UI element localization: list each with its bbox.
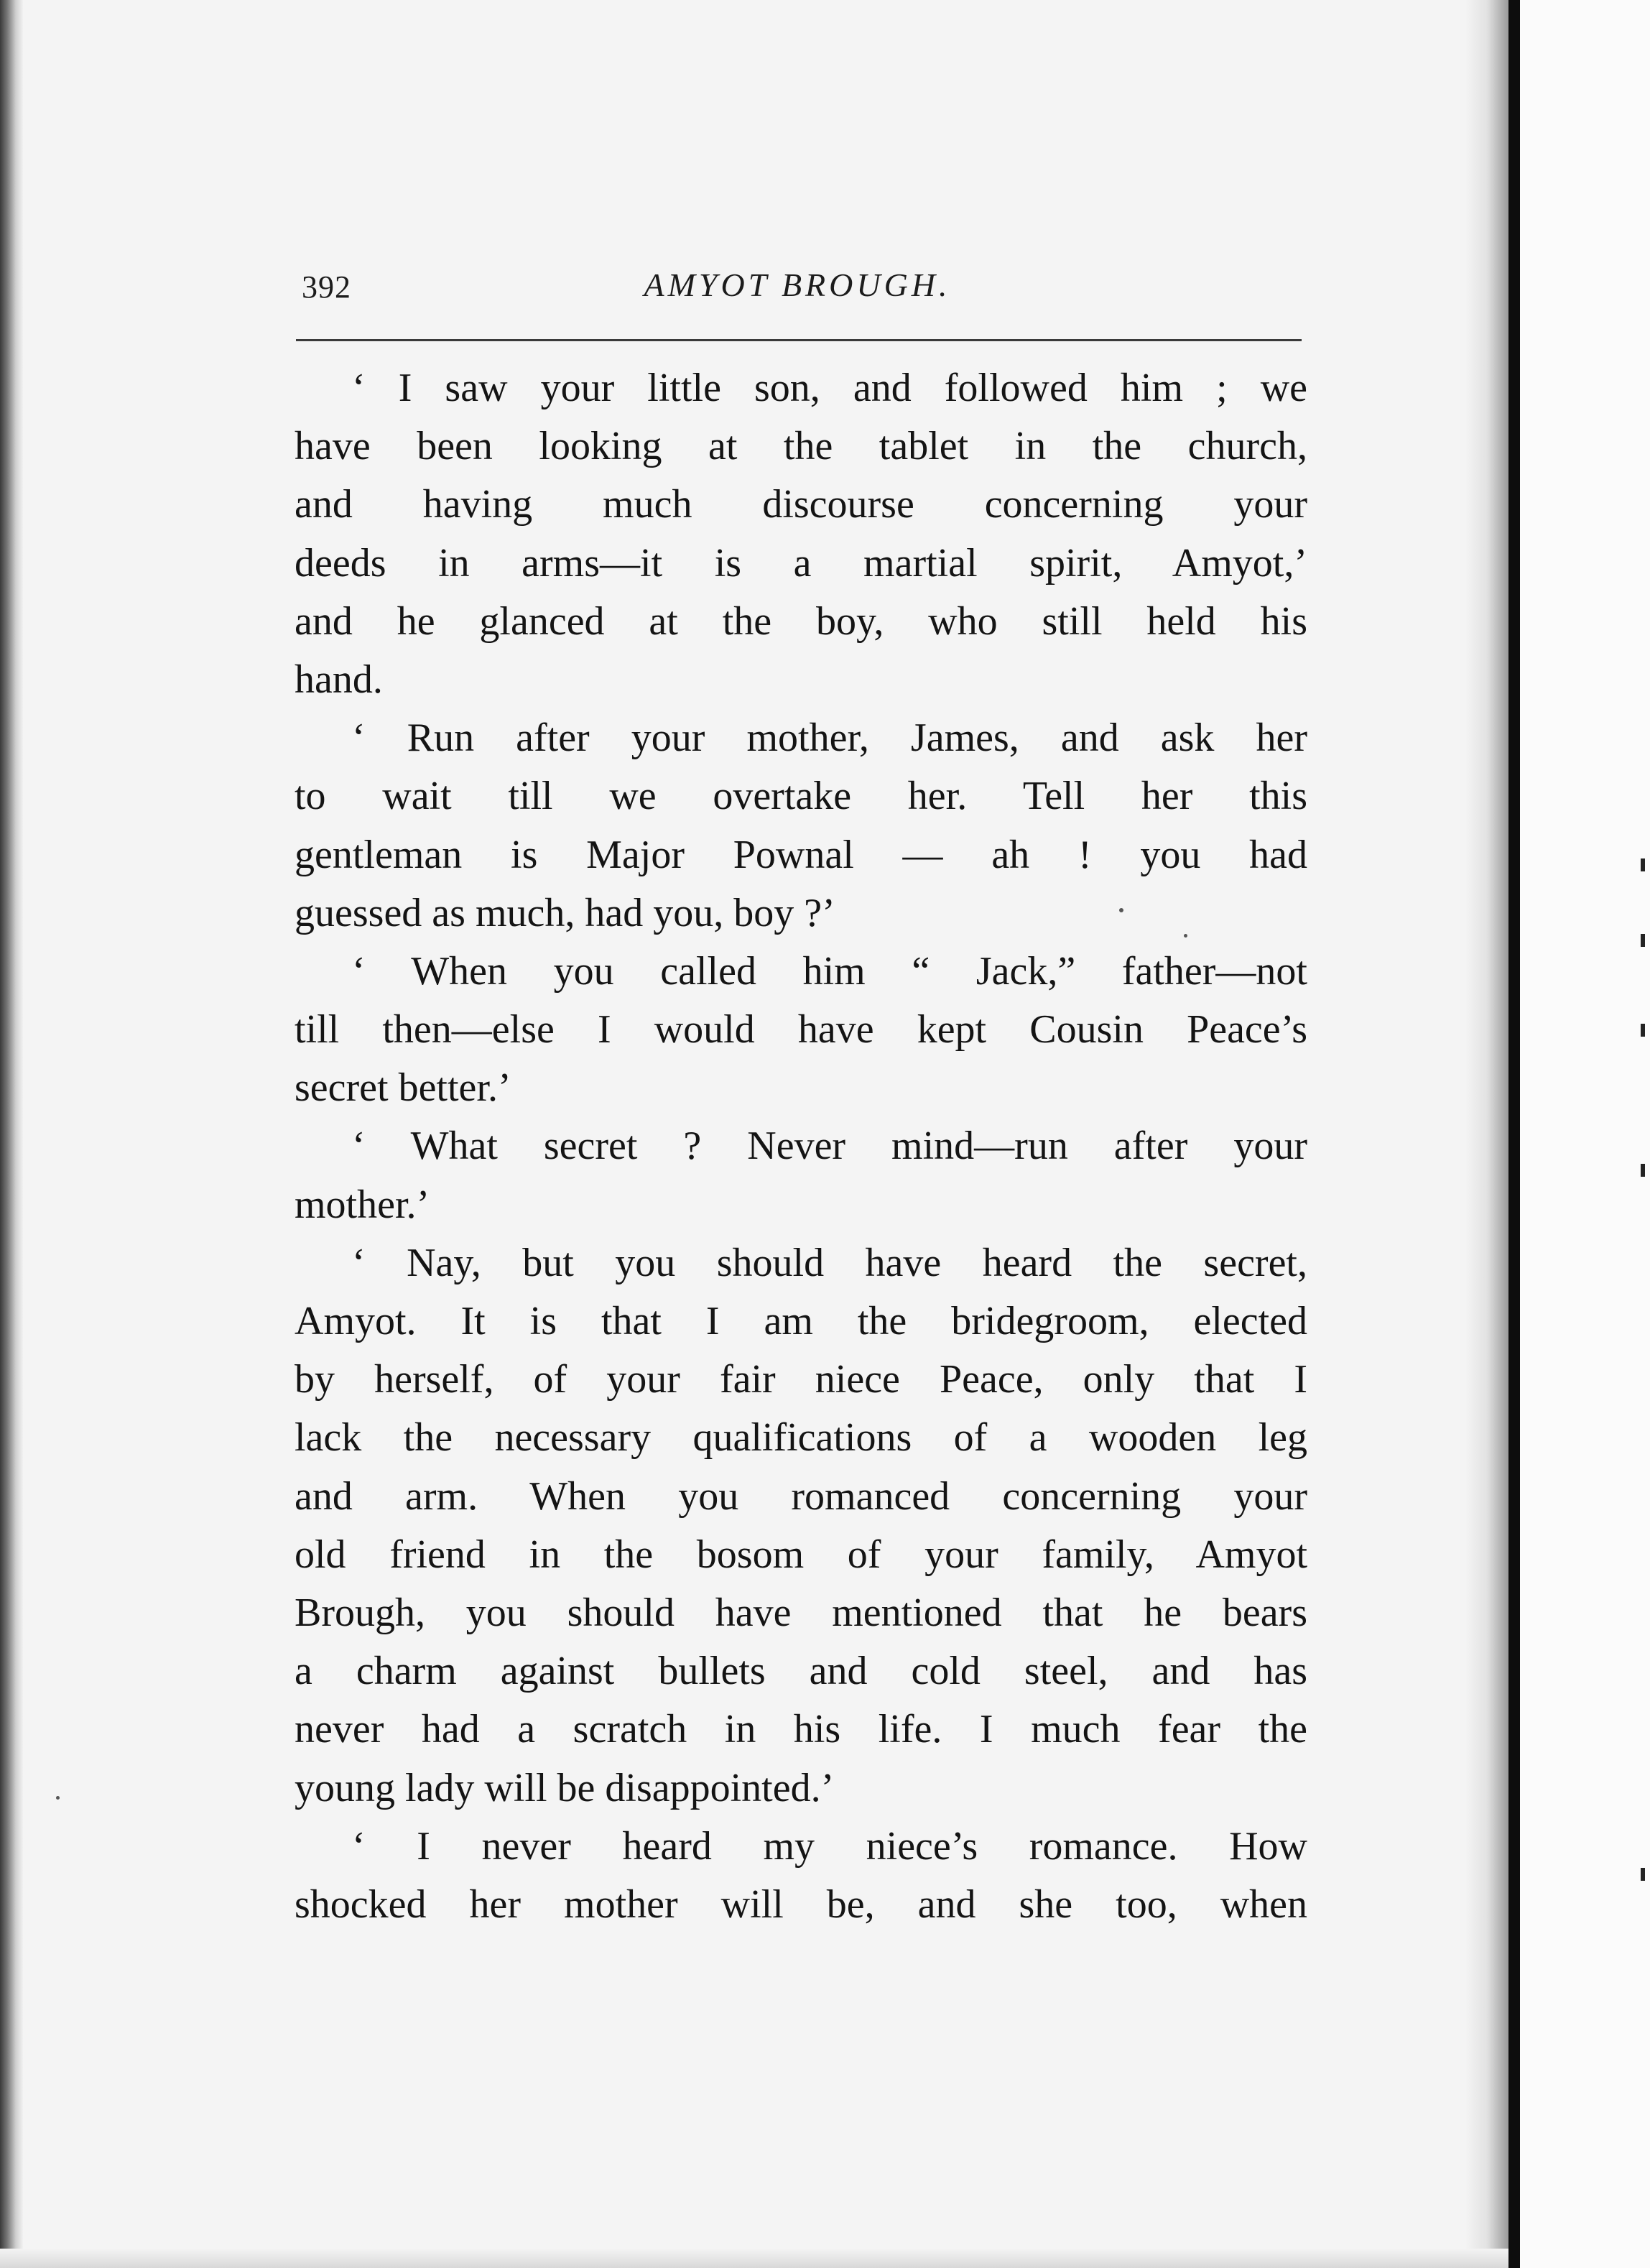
facing-page-edge bbox=[1520, 0, 1650, 2268]
text-line: and arm. When you romanced concerning your bbox=[295, 1473, 1307, 1519]
paragraph bbox=[295, 1117, 1307, 1233]
running-title: AMYOT BROUGH. bbox=[644, 267, 951, 303]
text-line: secret better.’ bbox=[295, 1065, 511, 1111]
text-line: ‘ What secret ? Never mind—run after your bbox=[352, 1124, 1307, 1169]
running-head bbox=[287, 266, 1307, 316]
paragraph bbox=[295, 359, 1307, 709]
body-text bbox=[295, 359, 1307, 1934]
edge-mark bbox=[1641, 858, 1645, 871]
text-line: till then—else I would have kept Cousin Peace’s bbox=[295, 1007, 1307, 1052]
edge-mark bbox=[1641, 1024, 1645, 1037]
text-line: old friend in the bosom of your family, Amyot bbox=[295, 1532, 1307, 1577]
text-line: shocked her mother will be, and she too, when bbox=[295, 1881, 1307, 1927]
ink-speck bbox=[56, 1796, 60, 1800]
text-line: mother.’ bbox=[295, 1182, 430, 1227]
edge-mark bbox=[1641, 934, 1645, 947]
text-line: ‘ I never heard my niece’s romance. How bbox=[352, 1823, 1307, 1869]
edge-mark bbox=[1641, 1868, 1645, 1881]
page-number: 392 bbox=[302, 269, 351, 305]
paragraph bbox=[295, 1234, 1307, 1818]
text-line: and having much discourse concerning your bbox=[295, 482, 1307, 527]
text-line: to wait till we overtake her. Tell her this bbox=[295, 774, 1307, 819]
edge-mark bbox=[1641, 1164, 1645, 1177]
text-line: ‘ I saw your little son, and followed him ; we bbox=[352, 366, 1307, 410]
text-line: deeds in arms—it is a martial spirit, Amyot,’ bbox=[295, 540, 1307, 585]
text-line: guessed as much, had you, boy ?’ bbox=[295, 890, 835, 935]
page-left-edge bbox=[0, 0, 23, 2268]
text-line: young lady will be disappointed.’ bbox=[295, 1765, 835, 1810]
text-line: have been looking at the tablet in the church, bbox=[295, 424, 1307, 469]
text-line: ‘ Run after your mother, James, and ask her bbox=[352, 716, 1307, 761]
gutter-shadow bbox=[1465, 0, 1508, 2268]
text-line: and he glanced at the boy, who still held his bbox=[295, 598, 1307, 644]
text-line: Brough, you should have mentioned that he bears bbox=[295, 1590, 1307, 1635]
text-line: hand. bbox=[295, 657, 383, 702]
text-line: never had a scratch in his life. I much fear the bbox=[295, 1707, 1307, 1752]
paragraph bbox=[295, 943, 1307, 1118]
paragraph bbox=[295, 709, 1307, 943]
page-bottom-edge bbox=[0, 2249, 1508, 2268]
text-line: gentleman is Major Pownal — ah ! you had bbox=[295, 832, 1307, 877]
book-spine bbox=[1508, 0, 1520, 2268]
header-rule bbox=[296, 339, 1302, 341]
text-line: Amyot. It is that I am the bridegroom, elected bbox=[295, 1299, 1307, 1343]
text-line: ‘ When you called him “ Jack,” father—not bbox=[352, 948, 1307, 994]
text-line: ‘ Nay, but you should have heard the secret, bbox=[352, 1240, 1307, 1285]
text-line: a charm against bullets and cold steel, and has bbox=[295, 1649, 1307, 1694]
paragraph bbox=[295, 1818, 1307, 1934]
text-line: by herself, of your fair niece Peace, only that I bbox=[295, 1357, 1307, 1402]
text-line: lack the necessary qualifications of a wooden leg bbox=[295, 1415, 1307, 1461]
